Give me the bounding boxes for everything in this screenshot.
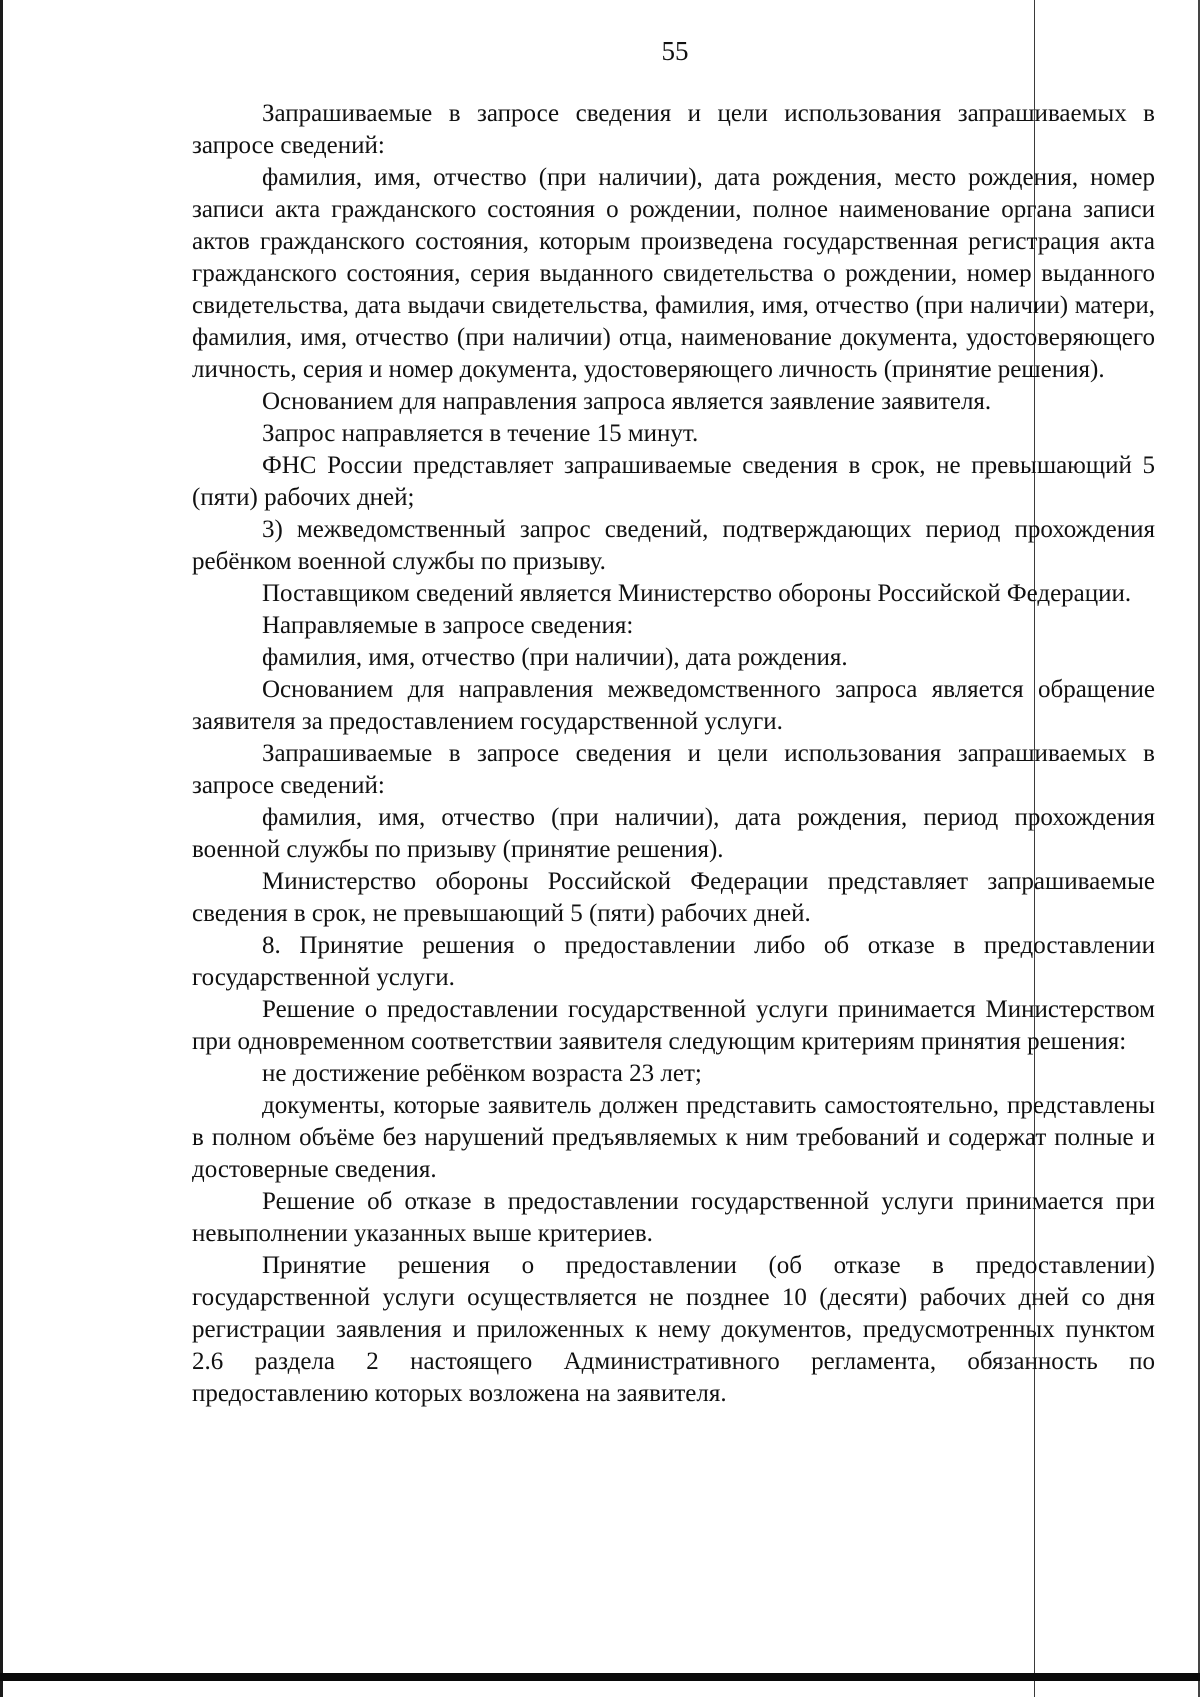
paragraph-decision-criteria-intro: Решение о предоставлении государственной услуги принимается Министерством при одновременном соответствии заявителя следующим критериям принятия решения: [192, 996, 1155, 1055]
paragraph-criterion-age: не достижение ребёнком возраста 23 лет; [262, 1060, 702, 1087]
page-number: 55 [661, 36, 689, 66]
document-body [192, 98, 1155, 1410]
paragraph-request-basis: Основанием для направления запроса является заявление заявителя. [262, 388, 992, 415]
paragraph-criterion-documents: документы, которые заявитель должен представить самостоятельно, представлены в полном объёме без нарушений предъявляемых к ним требований и содержат полные и достоверные сведения. [192, 1092, 1155, 1183]
paragraph-sent-info-fields: фамилия, имя, отчество (при наличии), дата рождения. [262, 644, 848, 671]
paragraph-military-fields: фамилия, имя, отчество (при наличии), дата рождения, период прохождения военной службы по призыву (принятие решения). [192, 804, 1155, 863]
paragraph-sent-info-header: Направляемые в запросе сведения: [262, 612, 634, 639]
paragraph-provider: Поставщиком сведений является Министерство обороны Российской Федерации. [262, 580, 1132, 607]
paragraph-requested-info-header-2: Запрашиваемые в запросе сведения и цели использования запрашиваемых в запросе сведений: [192, 740, 1155, 799]
paragraph-section-8-title: 8. Принятие решения о предоставлении либо об отказе в предоставлении государственной услуги. [192, 932, 1155, 991]
paragraph-requested-info-header: Запрашиваемые в запросе сведения и цели использования запрашиваемых в запросе сведений: [192, 100, 1155, 159]
scan-edge-bottom [0, 1673, 1200, 1681]
paragraph-request-timing: Запрос направляется в течение 15 минут. [262, 420, 699, 447]
paragraph-military-service-request: 3) межведомственный запрос сведений, подтверждающих период прохождения ребёнком военной службы по призыву. [192, 516, 1155, 575]
paragraph-refusal-decision: Решение об отказе в предоставлении государственной услуги принимается при невыполнении указанных выше критериев. [192, 1188, 1155, 1247]
paragraph-interagency-basis: Основанием для направления межведомственного запроса является обращение заявителя за предоставлением государственной услуги. [192, 676, 1155, 735]
scan-edge-left [0, 0, 3, 1697]
paragraph-decision-deadline: Принятие решения о предоставлении (об отказе в предоставлении) государственной услуги осуществляется не позднее 10 (десяти) рабочих дней со дня регистрации заявления и приложенных к нему документов, предусмотренных пунктом 2.6 раздела 2 настоящего Административного регламента, обязанность по предоставлению которых возложена на заявителя. [192, 1252, 1155, 1407]
paragraph-fns-deadline: ФНС России представляет запрашиваемые сведения в срок, не превышающий 5 (пяти) рабочих дней; [192, 452, 1155, 511]
paragraph-birth-record-fields: фамилия, имя, отчество (при наличии), дата рождения, место рождения, номер записи акта гражданского состояния о рождении, полное наименование органа записи актов гражданского состояния, которым произведена государственная регистрация акта гражданского состояния, серия выданного свидетельства о рождении, номер выданного свидетельства, дата выдачи свидетельства, фамилия, имя, отчество (при наличии) матери, фамилия, имя, отчество (при наличии) отца, наименование документа, удостоверяющего личность, серия и номер документа, удостоверяющего личность (принятие решения). [192, 164, 1155, 383]
paragraph-mod-deadline: Министерство обороны Российской Федерации представляет запрашиваемые сведения в срок, не превышающий 5 (пяти) рабочих дней. [192, 868, 1155, 927]
